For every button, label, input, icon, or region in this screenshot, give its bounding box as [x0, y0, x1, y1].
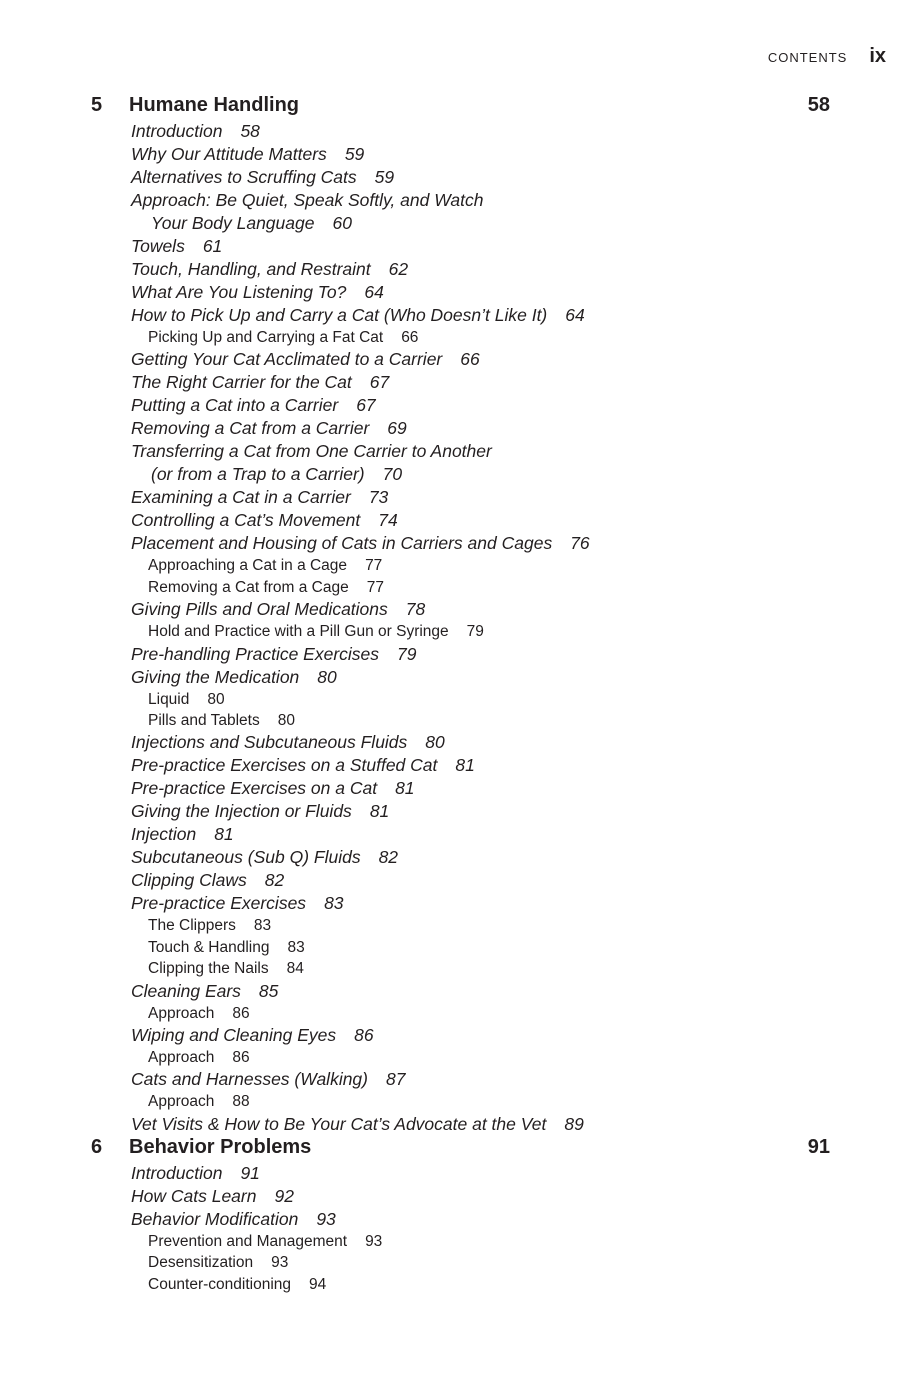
entry-title: How Cats Learn — [131, 1186, 257, 1206]
entry-page: 77 — [366, 578, 384, 596]
entry-page: 86 — [354, 1024, 374, 1045]
chapter-title: Humane Handling — [129, 94, 300, 116]
entry-page: 81 — [395, 778, 415, 799]
entry-page: 82 — [378, 847, 399, 868]
entry-page: 81 — [455, 755, 475, 776]
toc-entry — [0, 598, 922, 621]
toc-entry — [0, 1113, 922, 1136]
entry-page: 59 — [344, 144, 365, 164]
entry-title: Wiping and Cleaning Eyes — [131, 1024, 337, 1045]
entry-page: 70 — [382, 464, 403, 485]
entry-page: 58 — [240, 121, 260, 141]
entry-title: Placement and Housing of Cats in Carriers and Cages — [131, 533, 553, 554]
entry-title: Alternatives to Scruffing Cats — [131, 167, 357, 187]
entry-page: 73 — [368, 487, 389, 508]
toc-subentry — [0, 555, 922, 576]
entry-title: Pre-practice Exercises on a Stuffed Cat — [131, 755, 438, 776]
entry-title: Counter-conditioning — [148, 1275, 292, 1293]
entry-page: 76 — [570, 533, 590, 554]
entry-page: 89 — [564, 1113, 584, 1134]
page-number: ix — [869, 45, 886, 67]
entry-page: 67 — [369, 372, 390, 393]
entry-title: Subcutaneous (Sub Q) Fluids — [131, 847, 361, 868]
entry-title: Touch & Handling — [148, 938, 270, 956]
entry-title: Giving Pills and Oral Medications — [131, 599, 388, 620]
entry-title: Controlling a Cat’s Movement — [131, 510, 361, 531]
entry-title-continued: (or from a Trap to a Carrier) — [151, 464, 365, 485]
entry-page: 93 — [271, 1254, 289, 1272]
entry-title: Examining a Cat in a Carrier — [131, 487, 351, 508]
toc-entry — [0, 643, 922, 666]
toc-entry — [0, 371, 922, 394]
entry-page: 67 — [356, 395, 376, 416]
entry-page: 66 — [460, 349, 480, 370]
entry-title: Prevention and Management — [148, 1233, 348, 1250]
toc-subentry — [0, 915, 922, 936]
toc-subentry — [0, 1047, 922, 1068]
entry-page: 93 — [365, 1233, 383, 1250]
entry-page: 74 — [378, 510, 398, 531]
entry-page: 79 — [466, 623, 484, 641]
entry-title: How to Pick Up and Carry a Cat (Who Doesn’t Like It) — [131, 305, 548, 325]
toc-entry — [0, 189, 651, 235]
entry-title: Transferring a Cat from One Carrier to Another — [131, 441, 492, 462]
chapter-page: 58 — [807, 94, 830, 116]
toc-entry — [0, 486, 922, 509]
entry-title: Liquid — [148, 690, 190, 708]
entry-title: The Right Carrier for the Cat — [131, 372, 352, 393]
entry-page: 83 — [287, 938, 305, 956]
entry-page: 83 — [324, 893, 344, 914]
toc-entry — [0, 869, 922, 892]
entry-page: 93 — [316, 1209, 336, 1229]
entry-page: 80 — [277, 711, 295, 729]
toc-subentry — [0, 1091, 922, 1112]
running-head-label: CONTENTS — [767, 50, 848, 65]
chapter-number: 6 — [91, 1136, 103, 1158]
entry-title: Introduction — [131, 121, 223, 141]
entry-title: Touch, Handling, and Restraint — [131, 259, 371, 279]
entry-page: 77 — [365, 557, 383, 575]
chapter-heading — [0, 94, 922, 120]
entry-page: 80 — [425, 732, 445, 753]
entry-title: Towels — [131, 236, 185, 256]
chapter-page: 91 — [807, 1136, 830, 1158]
toc-subentry — [0, 1274, 922, 1295]
entry-title: Getting Your Cat Acclimated to a Carrier — [131, 349, 443, 370]
toc-subentry — [0, 621, 922, 642]
toc-entry — [0, 235, 922, 258]
entry-title: The Clippers — [148, 917, 236, 935]
entry-title: Putting a Cat into a Carrier — [131, 395, 339, 416]
toc-entry — [0, 417, 922, 440]
entry-title-continued: Your Body Language — [151, 213, 315, 233]
entry-page: 86 — [232, 1004, 250, 1022]
toc-entry — [0, 731, 922, 754]
toc-entry — [0, 258, 922, 281]
chapter-heading — [0, 1136, 922, 1162]
entry-page: 87 — [386, 1069, 406, 1090]
entry-page: 66 — [401, 329, 419, 346]
entry-title: Giving the Injection or Fluids — [131, 801, 352, 822]
toc-entry — [0, 1208, 922, 1231]
toc-entry — [0, 800, 922, 823]
toc-entry — [0, 777, 922, 800]
toc-subentry — [0, 710, 922, 731]
entry-page: 59 — [374, 167, 395, 187]
entry-title: Pills and Tablets — [148, 711, 260, 729]
toc-subentry — [0, 577, 922, 598]
entry-title: Removing a Cat from a Carrier — [131, 418, 370, 439]
entry-title: Pre-practice Exercises — [131, 893, 307, 914]
entry-page: 85 — [258, 980, 279, 1001]
entry-page: 88 — [232, 1093, 250, 1111]
entry-title: Cleaning Ears — [131, 980, 241, 1001]
entry-title: Vet Visits & How to Be Your Cat’s Advocate at the Vet — [131, 1113, 547, 1134]
entry-page: 60 — [332, 213, 352, 233]
entry-page: 80 — [207, 690, 225, 708]
entry-title: Approach — [148, 1093, 215, 1111]
toc-entry — [0, 754, 922, 777]
entry-page: 84 — [286, 960, 304, 978]
toc-entry — [0, 120, 922, 143]
chapter-6 — [0, 1136, 922, 1295]
toc-entry — [0, 980, 922, 1003]
entry-title: Injection — [131, 824, 197, 845]
entry-title: Clipping Claws — [131, 870, 247, 891]
entry-title: Hold and Practice with a Pill Gun or Syringe — [148, 623, 449, 641]
toc-entry — [0, 823, 922, 846]
toc-subentry — [0, 958, 922, 979]
entry-page: 81 — [369, 801, 390, 822]
entry-page: 69 — [387, 418, 407, 439]
toc-entry — [0, 509, 922, 532]
entry-page: 92 — [274, 1186, 294, 1206]
toc-entry — [0, 1162, 922, 1185]
entry-page: 64 — [364, 282, 384, 302]
entry-title: Picking Up and Carrying a Fat Cat — [148, 329, 384, 346]
entry-title: Pre-handling Practice Exercises — [131, 643, 380, 664]
entry-title: Behavior Modification — [131, 1209, 299, 1229]
toc-entry — [0, 394, 922, 417]
toc-entry — [0, 348, 922, 371]
toc-entry — [0, 846, 922, 869]
entry-page: 79 — [397, 643, 417, 664]
entry-title: Approach — [148, 1048, 215, 1066]
entry-page: 80 — [317, 666, 337, 687]
entry-page: 81 — [214, 824, 234, 845]
toc-subentry — [0, 327, 922, 348]
toc-entries — [0, 1162, 922, 1295]
entry-title: Cats and Harnesses (Walking) — [131, 1069, 368, 1090]
running-head — [768, 45, 886, 68]
toc-subentry — [0, 1003, 922, 1024]
entry-page: 64 — [565, 305, 585, 325]
entry-page: 91 — [240, 1163, 260, 1183]
entry-page: 82 — [264, 870, 285, 891]
toc-entry — [0, 532, 922, 555]
toc-subentry — [0, 1231, 922, 1252]
chapter-title: Behavior Problems — [129, 1136, 312, 1158]
entry-title: Giving the Medication — [131, 666, 300, 687]
toc-subentry — [0, 689, 922, 710]
toc-entry — [0, 143, 922, 166]
toc-subentry — [0, 937, 922, 958]
entry-page: 62 — [388, 259, 409, 279]
toc-entry — [0, 892, 922, 915]
entry-title: Pre-practice Exercises on a Cat — [131, 778, 378, 799]
chapter-5 — [0, 94, 922, 1136]
toc-entry — [0, 440, 651, 486]
entry-title: Desensitization — [148, 1254, 254, 1272]
entry-title: Clipping the Nails — [148, 960, 269, 978]
entry-title: What Are You Listening To? — [131, 282, 347, 302]
toc-entry — [0, 281, 922, 304]
toc-entry — [0, 1185, 922, 1208]
entry-title: Approach: Be Quiet, Speak Softly, and Watch — [131, 190, 484, 210]
entry-page: 83 — [253, 917, 272, 935]
entry-title: Why Our Attitude Matters — [131, 144, 327, 164]
entry-title: Introduction — [131, 1163, 223, 1183]
chapter-number: 5 — [91, 94, 103, 116]
entry-title: Injections and Subcutaneous Fluids — [131, 732, 408, 753]
toc-entries — [0, 120, 922, 1136]
toc-entry — [0, 1068, 922, 1091]
toc-entry — [0, 304, 922, 327]
toc-entry — [0, 166, 922, 189]
entry-title: Approach — [148, 1004, 215, 1022]
entry-page: 86 — [232, 1048, 250, 1066]
entry-page: 61 — [202, 236, 223, 256]
entry-title: Approaching a Cat in a Cage — [148, 557, 348, 575]
entry-page: 94 — [309, 1275, 327, 1293]
entry-page: 78 — [405, 599, 426, 620]
toc-entry — [0, 666, 922, 689]
toc-entry — [0, 1024, 922, 1047]
entry-title: Removing a Cat from a Cage — [148, 578, 349, 596]
toc-subentry — [0, 1252, 922, 1273]
